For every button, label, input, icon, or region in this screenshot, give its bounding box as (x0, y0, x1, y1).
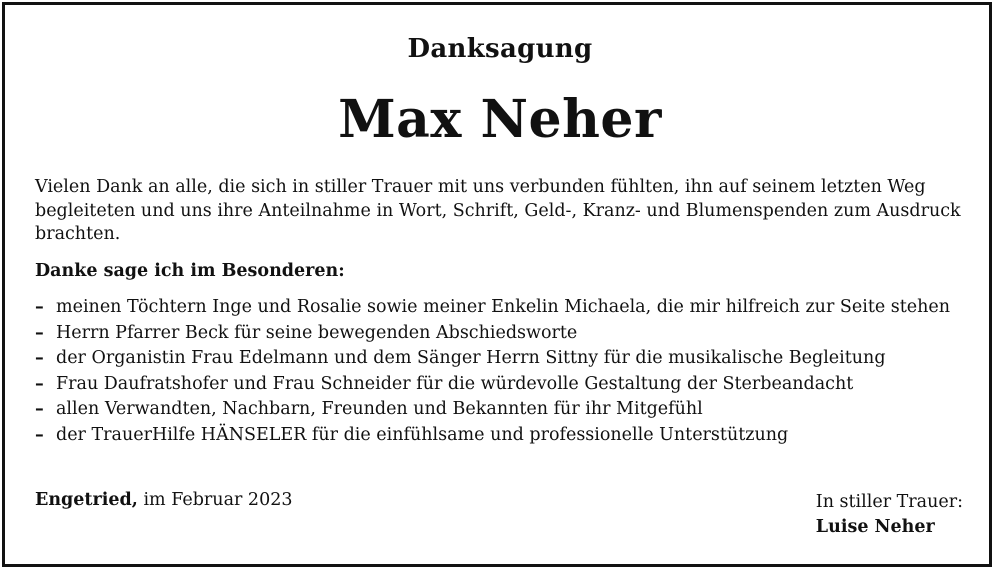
list-item (35, 424, 970, 448)
thanks-list (35, 296, 970, 449)
signature-block (816, 490, 963, 540)
mourning-label: In stiller Trauer: (815, 492, 963, 512)
deceased-name: Max Neher (338, 89, 662, 150)
notice-border (2, 2, 992, 567)
dash-bullet: – (35, 399, 44, 419)
date-text: im Februar 2023 (143, 490, 293, 510)
list-item-text: allen Verwandten, Nachbarn, Freunden und Bekannten für ihr Mitgefühl (56, 399, 703, 419)
intro-paragraph: Vielen Dank an alle, die sich in stiller Trauer mit uns verbunden fühlten, ihn auf seinem letzten Weg begleiteten und uns ihre Anteilnahme in Wort, Schrift, Geld-, Kranz- und Blumenspenden zum Ausdruck brachten. (35, 177, 961, 244)
list-item (35, 373, 970, 397)
dash-bullet: – (35, 424, 44, 445)
list-item (35, 347, 970, 371)
dash-bullet: – (35, 297, 44, 317)
dash-bullet: – (35, 348, 44, 368)
dash-bullet: – (35, 373, 44, 394)
list-item-text: der Organistin Frau Edelmann und dem Sänger Herrn Sittny für die musikalische Begleitung (56, 348, 886, 368)
list-item (35, 398, 970, 422)
place-name: Engetried, (35, 490, 138, 510)
signer-name: Luise Neher (815, 517, 935, 537)
list-item-text: der TrauerHilfe HÄNSELER für die einfühlsame und professionelle Unterstützung (56, 424, 789, 445)
list-item-text: Frau Daufratshofer und Frau Schneider für die würdevolle Gestaltung der Sterbeandacht (56, 373, 854, 394)
place-and-date (35, 490, 292, 510)
dash-bullet: – (35, 322, 44, 343)
list-item-text: Herrn Pfarrer Beck für seine bewegenden Abschiedsworte (56, 322, 578, 343)
notice-heading: Danksagung (407, 34, 593, 64)
list-item-text: meinen Töchtern Inge und Rosalie sowie meiner Enkelin Michaela, die mir hilfreich zur Seite stehen (56, 297, 951, 317)
list-item (35, 322, 970, 346)
special-thanks-heading: Danke sage ich im Besonderen: (35, 261, 345, 281)
list-item (35, 296, 970, 320)
